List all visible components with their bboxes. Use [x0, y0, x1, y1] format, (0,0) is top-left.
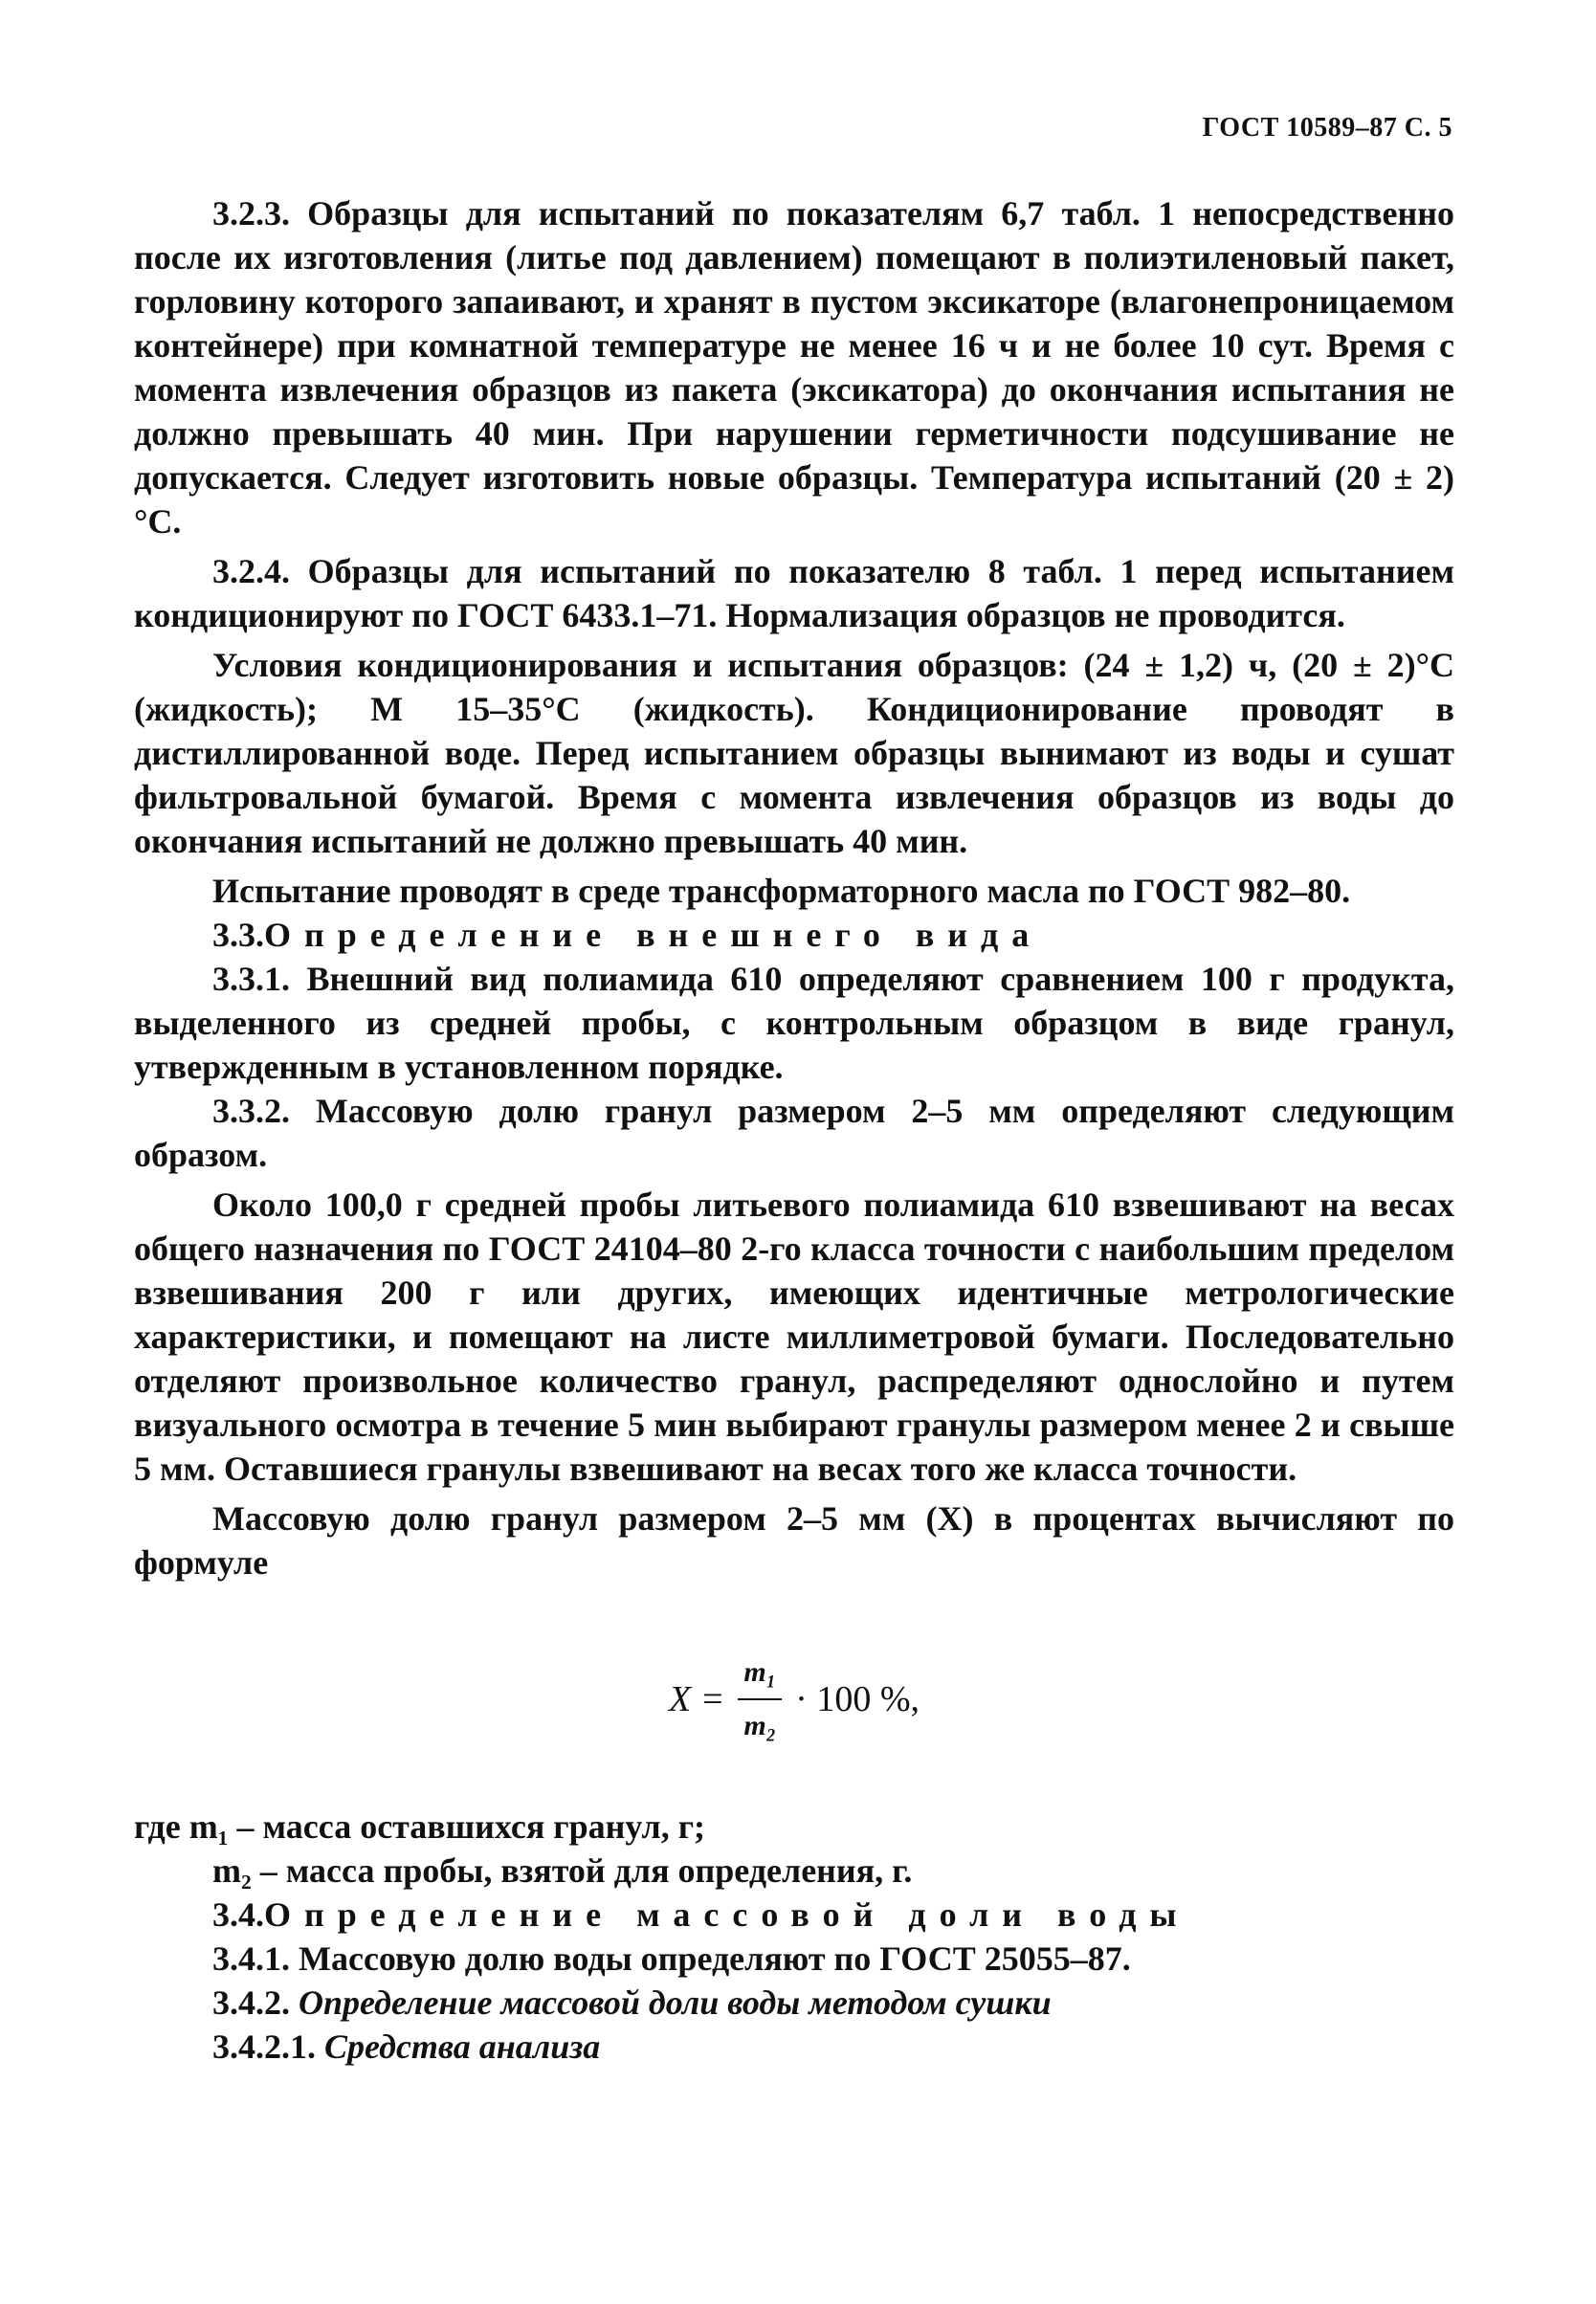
formula-denominator: m₂: [743, 1710, 777, 1741]
heading-3-4-number: 3.4.: [212, 1895, 264, 1934]
paragraph-3-4-2-title: Определение массовой доли воды методом сушки: [299, 1983, 1052, 2022]
formula: [134, 1623, 1454, 1776]
where-line-m1: где m₁ – масса оставшихся гранул, г;: [134, 1807, 706, 1846]
paragraph-3-4-2-1: [134, 2025, 1454, 2069]
heading-3-4: [134, 1893, 1454, 1937]
paragraph-3-4-2-number: 3.4.2.: [212, 1983, 290, 2022]
paragraph-3-3-2: 3.3.2. Массовую долю гранул размером 2–5 мм определяют следующим образом.: [134, 1092, 1454, 1174]
paragraph-3-3-1: 3.3.1. Внешний вид полиамида 610 определяют сравнением 100 г продукта, выделенного из средней пробы, с контрольным образцом в виде гранул, утвержденным в установленном порядке.: [134, 960, 1454, 1086]
heading-3-3: [134, 913, 1454, 957]
paragraph-3-4-1: 3.4.1. Массовую долю воды определяют по ГОСТ 25055–87.: [212, 1939, 1131, 1978]
paragraph-3-4-2-1-number: 3.4.2.1.: [212, 2027, 316, 2066]
heading-3-3-title: Определение внешнего вида: [264, 916, 1043, 954]
formula-lhs: X =: [669, 1679, 725, 1719]
paragraph-3-4-2: [134, 1981, 1454, 2025]
paragraph-procedure: Около 100,0 г средней пробы литьевого полиамида 610 взвешивают на весах общего назначения по ГОСТ 24104–80 2-го класса точности с наибольшим пределом взвешивания 200 г или других, имеющих идентичные метрологические характеристики, и помещают на листе миллиметровой бумаги. Последовательно отделяют произвольное количество гранул, распределяют однослойно и путем визуального осмотра в течение 5 мин выбирают гранулы размером менее 2 и свыше 5 мм. Оставшиеся гранулы взвешивают на весах того же класса точности.: [134, 1185, 1454, 1488]
page-header: ГОСТ 10589–87 С. 5: [1202, 113, 1452, 143]
paragraph-formula-intro: Массовую долю гранул размером 2–5 мм (X) в процентах вычисляют по формуле: [134, 1499, 1454, 1582]
formula-rhs: · 100 %,: [795, 1679, 920, 1719]
formula-numerator: m₁: [738, 1650, 782, 1700]
paragraph-3-2-4: 3.2.4. Образцы для испытаний по показателю 8 табл. 1 перед испытанием кондиционируют по ГОСТ 6433.1–71. Нормализация образцов не проводится.: [134, 552, 1454, 634]
heading-3-3-number: 3.3.: [212, 916, 264, 954]
document-body: [134, 191, 1454, 2069]
formula-fraction: [738, 1650, 782, 1748]
paragraph-3-4-2-1-title: Средства анализа: [324, 2027, 601, 2066]
where-line-m2: m₂ – масса пробы, взятой для определения, г.: [212, 1851, 913, 1890]
paragraph-3-2-3: 3.2.3. Образцы для испытаний по показателям 6,7 табл. 1 непосредственно после их изготовления (литье под давлением) помещают в полиэтиленовый пакет, горловину которого запаивают, и хранят в пустом эксикаторе (влагонепроницаемом контейнере) при комнатной температуре не менее 16 ч и не более 10 сут. Время с момента извлечения образцов из пакета (эксикатора) до окончания испытания не должно превышать 40 мин. При нарушении герметичности подсушивание не допускается. Следует изготовить новые образцы. Температура испытаний (20 ± 2)°С.: [134, 194, 1454, 541]
heading-3-4-title: Определение массовой доли воды: [264, 1895, 1190, 1934]
paragraph-test-medium: Испытание проводят в среде трансформаторного масла по ГОСТ 982–80.: [212, 872, 1351, 910]
paragraph-conditions: Условия кондиционирования и испытания образцов: (24 ± 1,2) ч, (20 ± 2)°С (жидкость); М 15–35°С (жидкость). Кондиционирование проводят в дистиллированной воде. Перед испытанием образцы вынимают из воды и сушат фильтровальной бумагой. Время с момента извлечения образцов из воды до окончания испытаний не должно превышать 40 мин.: [134, 646, 1454, 860]
